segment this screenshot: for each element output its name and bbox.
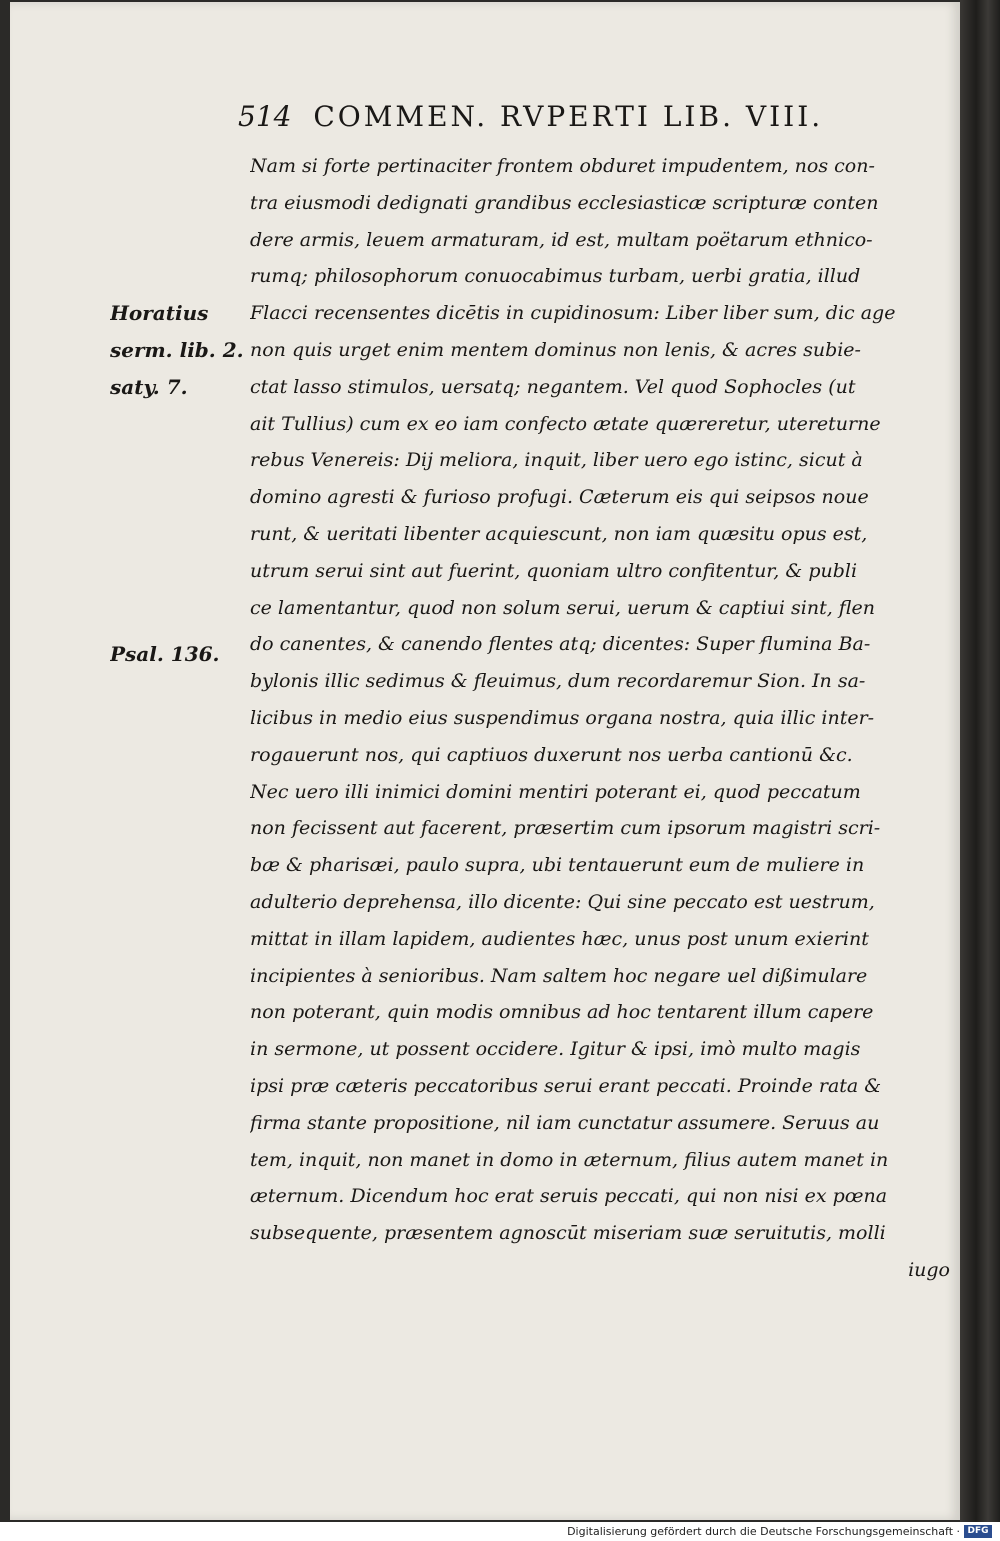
text-line: utrum serui sint aut fuerint, quoniam ultro confitentur, & publi <box>250 559 858 582</box>
text-line: domino agresti & furioso profugi. Cæterum eis qui seipsos noue <box>250 486 869 509</box>
text-line: firma stante propositione, nil iam cunctatur assumere. Seruus au <box>250 1111 880 1134</box>
text-line: mittat in illam lapidem, audientes hæc, unus post unum exierint <box>250 927 869 950</box>
text-line: ce lamentantur, quod non solum serui, uerum & captiui sint, flen <box>250 596 875 619</box>
catchword: iugo <box>908 1258 950 1281</box>
text-line: non fecissent aut facerent, præsertim cum ipsorum magistri scri- <box>250 817 881 840</box>
text-line: Flacci recensentes dicētis in cupidinosum: Liber liber sum, dic age <box>250 302 896 325</box>
text-line: Nec uero illi inimici domini mentiri poterant ei, quod peccatum <box>250 780 861 803</box>
text-line: licibus in medio eius suspendimus organa nostra, quia illic inter- <box>250 706 875 729</box>
text-line: ipsi præ cæteris peccatoribus serui erant peccati. Proinde rata & <box>250 1074 882 1097</box>
marginal-note-line: Horatius <box>110 301 209 325</box>
book-edge <box>960 0 1000 1522</box>
funding-credit: Digitalisierung gefördert durch die Deutsche Forschungsgemeinschaft · <box>567 1525 960 1538</box>
text-line: æternum. Dicendum hoc erat seruis peccati, qui non nisi ex pœna <box>250 1185 888 1208</box>
text-line: rebus Venereis: Dij meliora, inquit, liber uero ego istinc, sicut à <box>250 449 863 472</box>
text-line: bæ & pharisæi, paulo supra, ubi tentauerunt eum de muliere in <box>250 854 865 877</box>
text-line: adulterio deprehensa, illo dicente: Qui sine peccato est uestrum, <box>250 890 875 913</box>
text-line: rumq; philosophorum conuocabimus turbam, uerbi gratia, illud <box>250 265 861 288</box>
text-line: runt, & ueritati libenter acquiescunt, non iam quæsitu opus est, <box>250 522 868 545</box>
page-number: 514 <box>238 100 292 133</box>
text-line: tem, inquit, non manet in domo in æternum, filius autem manet in <box>250 1148 889 1171</box>
text-line: rogauerunt nos, qui captiuos duxerunt nos uerba cantionū &c. <box>250 743 853 766</box>
dfg-logo-icon: DFG <box>964 1525 992 1538</box>
text-line: Nam si forte pertinaciter frontem obduret impudentem, nos con- <box>250 155 875 177</box>
text-line: ctat lasso stimulos, uersatq; negantem. Vel quod Sophocles (ut <box>250 375 856 398</box>
running-title: COMMEN. RVPERTI LIB. VIII. <box>313 100 824 133</box>
text-line: in sermone, ut possent occidere. Igitur & ipsi, imò multo magis <box>250 1038 861 1061</box>
text-line: incipientes à senioribus. Nam saltem hoc negare uel dißimulare <box>250 964 868 987</box>
body-text <box>250 148 950 1289</box>
binding-gutter <box>0 0 10 1522</box>
marginal-note-psalm <box>110 636 248 673</box>
text-line: tra eiusmodi dedignati grandibus ecclesiasticæ scripturæ conten <box>250 191 879 214</box>
text-line: subsequente, præsentem agnoscūt miseriam suæ seruitutis, molli <box>250 1222 886 1245</box>
text-line: ait Tullius) cum ex eo iam confecto ætate quæreretur, utereturne <box>250 412 881 435</box>
marginal-note-horatius <box>110 295 248 405</box>
marginal-note-line: saty. 7. <box>110 374 188 399</box>
text-line: non quis urget enim mentem dominus non lenis, & acres subie- <box>250 338 861 361</box>
text-line: dere armis, leuem armaturam, id est, multam poëtarum ethnico- <box>250 228 873 251</box>
text-line: non poterant, quin modis omnibus ad hoc tentarent illum capere <box>250 1001 874 1024</box>
marginal-note-line: serm. lib. 2. <box>110 337 244 362</box>
marginal-note-line: Psal. 136. <box>110 642 220 666</box>
text-line: bylonis illic sedimus & fleuimus, dum recordaremur Sion. In sa- <box>250 670 866 693</box>
running-header <box>238 100 938 144</box>
digitization-footer <box>0 1522 1000 1541</box>
text-line: do canentes, & canendo flentes atq; dicentes: Super flumina Ba- <box>250 633 871 656</box>
